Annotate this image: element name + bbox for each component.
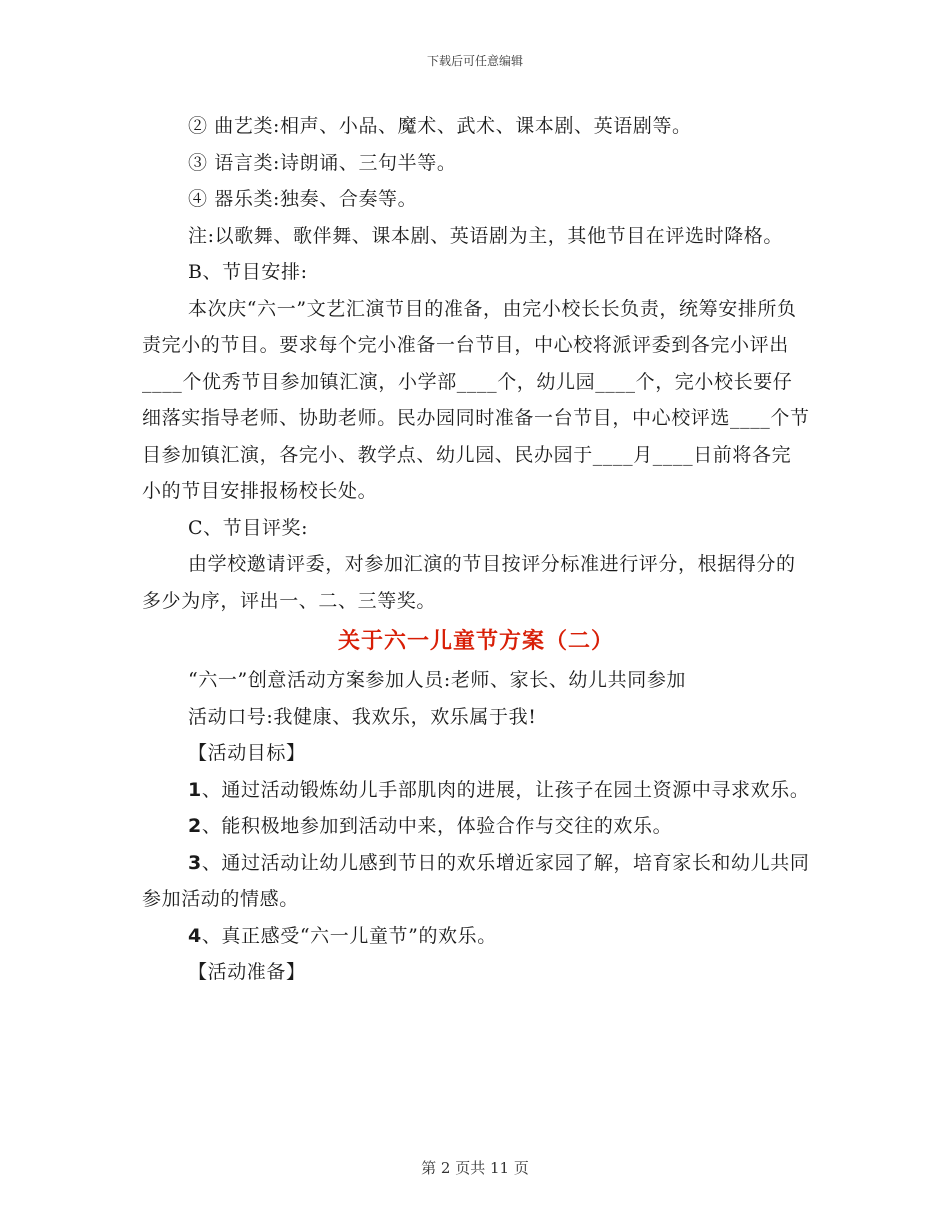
goal-number: 4 <box>188 924 202 947</box>
goal-item <box>142 772 810 809</box>
paragraph-yuyan: ③ 语言类:诗朗诵、三句半等。 <box>188 151 457 174</box>
goal-item <box>142 918 810 955</box>
section-c-title: C、节目评奖: <box>188 516 309 539</box>
paragraph-quyi: ② 曲艺类:相声、小品、魔术、武术、课本剧、英语剧等。 <box>188 115 692 137</box>
page-number: 第 2 页共 11 页 <box>421 1159 529 1177</box>
goal-item <box>142 808 810 845</box>
header-note: 下载后可任意编辑 <box>426 54 523 68</box>
paragraph-slogan: 活动口号:我健康、我欢乐，欢乐属于我! <box>188 705 537 728</box>
goal-number: 1 <box>188 778 202 801</box>
paragraph-qiyue: ④ 器乐类:独奏、合奏等。 <box>188 188 418 210</box>
goal-item <box>142 845 810 918</box>
goal-text: 、能积极地参加到活动中来，体验合作与交往的欢乐。 <box>201 815 673 837</box>
goal-text: 、真正感受“六一儿童节”的欢乐。 <box>201 924 497 947</box>
goal-number: 2 <box>188 815 202 837</box>
paragraph-note: 注:以歌舞、歌伴舞、课本剧、英语剧为主，其他节目在评选时降格。 <box>188 224 784 247</box>
paragraph-awards: 由学校邀请评委，对参加汇演的节目按评分标准进行评分，根据得分的多少为序，评出一、二、三等奖。 <box>142 553 796 612</box>
paragraph-arrangement: 本次庆“六一”文艺汇演节目的准备，由完小校长长负责，统筹安排所负责完小的节目。要求每个完小准备一台节目，中心校将派评委到各完小评出____个优秀节目参加镇汇演，小学部____个，幼儿园____个，完小校长要仔细落实指导老师、协助老师。民办园同时准备一台节目，中心校评选____个节目参加镇汇演，各完小、教学点、幼儿园、民办园于____月____日前将各完小的节目安排报杨校长处。 <box>142 297 810 502</box>
goal-number: 3 <box>188 851 202 874</box>
section-b-title: B、节目安排: <box>188 261 308 283</box>
section-heading: 关于六一儿童节方案（二） <box>337 628 614 654</box>
document-body <box>142 108 810 991</box>
goal-text: 、通过活动让幼儿感到节日的欢乐增近家园了解，培育家长和幼儿共同参加活动的情感。 <box>142 851 810 910</box>
goals-title: 【活动目标】 <box>188 742 306 764</box>
goal-text: 、通过活动锻炼幼儿手部肌肉的进展，让孩子在园土资源中寻求欢乐。 <box>201 778 810 801</box>
preparation-title: 【活动准备】 <box>188 961 306 983</box>
paragraph-participants: “六一”创意活动方案参加人员:老师、家长、幼儿共同参加 <box>188 669 687 691</box>
